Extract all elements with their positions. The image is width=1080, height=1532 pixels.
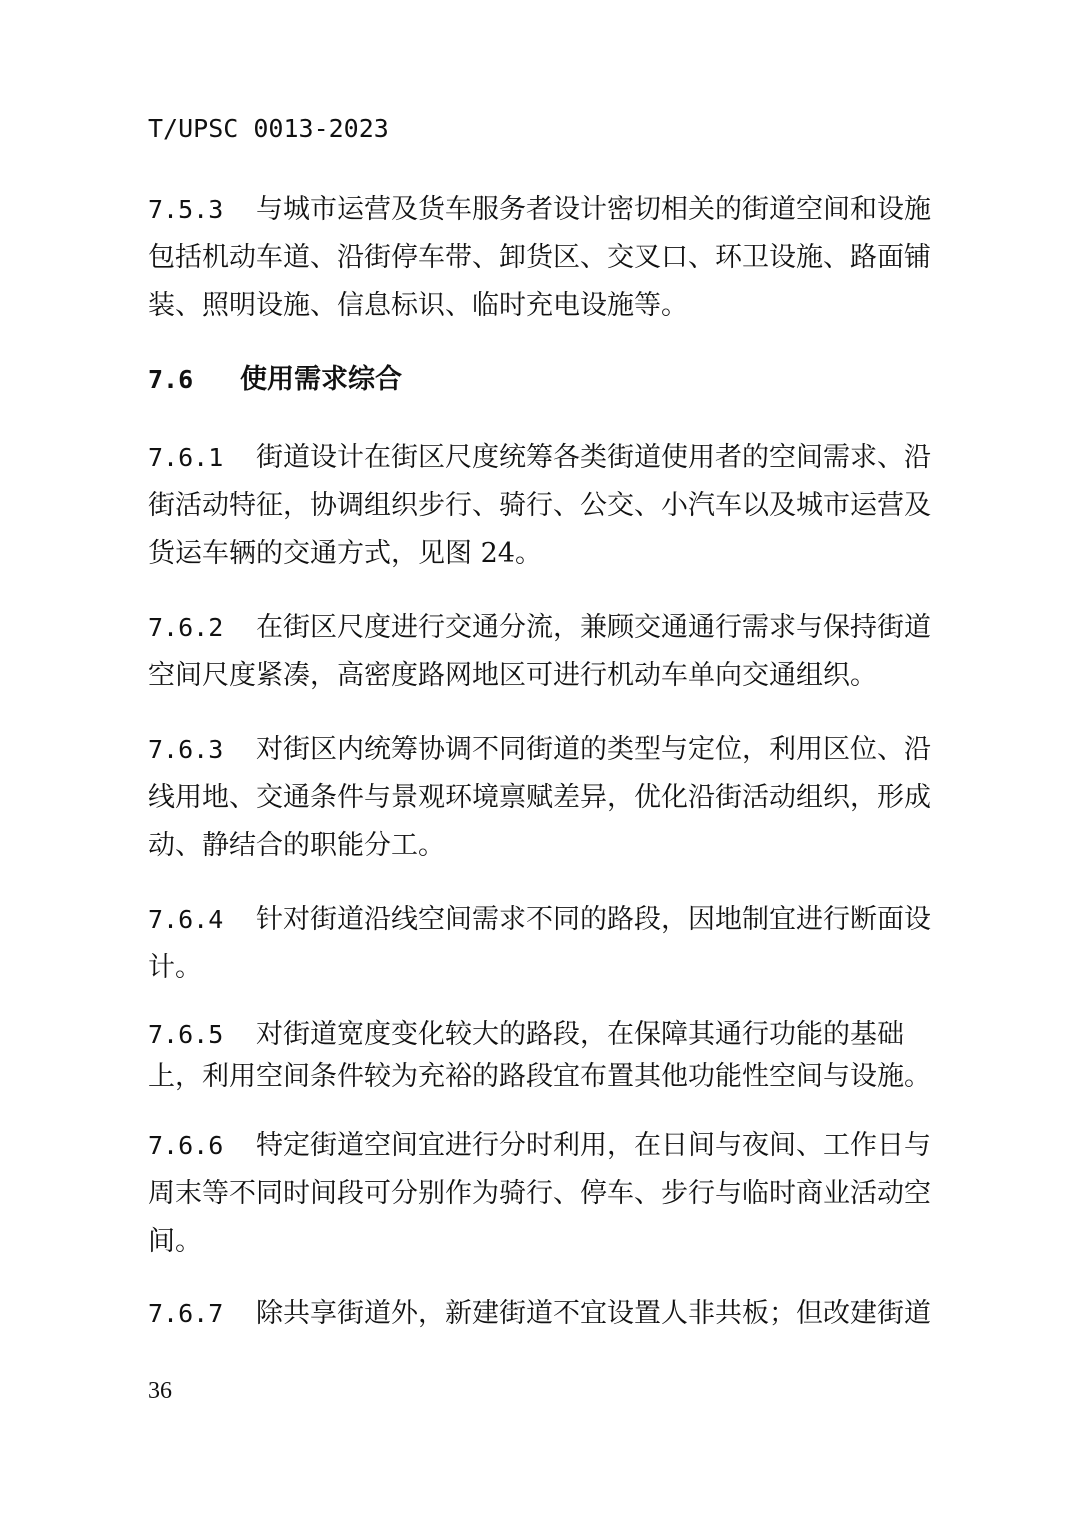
clause-number: 7.6.3 bbox=[148, 735, 224, 764]
clause-number: 7.6.2 bbox=[148, 613, 224, 642]
clause-text: 特定街道空间宜进行分时利用，在日间与夜间、工作日与周末等不同时间段可分别作为骑行、停车、步行与临时商业活动空间。 bbox=[148, 1130, 931, 1257]
clause-number: 7.6.5 bbox=[148, 1020, 224, 1049]
clause-7-5-3 bbox=[148, 186, 938, 330]
section-title: 使用需求综合 bbox=[240, 364, 402, 395]
clause-text: 街道设计在街区尺度统筹各类街道使用者的空间需求、沿街活动特征，协调组织步行、骑行、公交、小汽车以及城市运营及货运车辆的交通方式，见图 24。 bbox=[148, 442, 931, 569]
clause-number: 7.6.4 bbox=[148, 905, 224, 934]
clause-7-6-4 bbox=[148, 896, 938, 992]
clause-7-6-1 bbox=[148, 434, 938, 578]
clause-7-6-7 bbox=[148, 1290, 938, 1338]
section-number: 7.6 bbox=[148, 365, 194, 394]
clause-text: 在街区尺度进行交通分流，兼顾交通通行需求与保持街道空间尺度紧凑，高密度路网地区可进行机动车单向交通组织。 bbox=[148, 612, 931, 691]
document-id: T/UPSC 0013-2023 bbox=[148, 114, 389, 143]
clause-7-6-6 bbox=[148, 1122, 938, 1266]
clause-text: 针对街道沿线空间需求不同的路段，因地制宜进行断面设计。 bbox=[148, 904, 931, 983]
clause-text: 对街区内统筹协调不同街道的类型与定位，利用区位、沿线用地、交通条件与景观环境禀赋差异，优化沿街活动组织，形成动、静结合的职能分工。 bbox=[148, 734, 931, 861]
clause-number: 7.5.3 bbox=[148, 195, 224, 224]
clause-text: 对街道宽度变化较大的路段，在保障其通行功能的基础上，利用空间条件较为充裕的路段宜布置其他功能性空间与设施。 bbox=[148, 1019, 931, 1092]
clause-7-6-5 bbox=[148, 1014, 938, 1098]
section-heading bbox=[148, 356, 938, 404]
clause-text: 与城市运营及货车服务者设计密切相关的街道空间和设施包括机动车道、沿街停车带、卸货区、交叉口、环卫设施、路面铺装、照明设施、信息标识、临时充电设施等。 bbox=[148, 194, 931, 321]
clause-number: 7.6.7 bbox=[148, 1299, 224, 1328]
page-number: 36 bbox=[148, 1378, 172, 1404]
clause-number: 7.6.6 bbox=[148, 1131, 224, 1160]
clause-number: 7.6.1 bbox=[148, 443, 224, 472]
clause-7-6-2 bbox=[148, 604, 938, 700]
clause-text: 除共享街道外，新建街道不宜设置人非共板；但改建街道 bbox=[256, 1298, 931, 1329]
clause-7-6-3 bbox=[148, 726, 938, 870]
